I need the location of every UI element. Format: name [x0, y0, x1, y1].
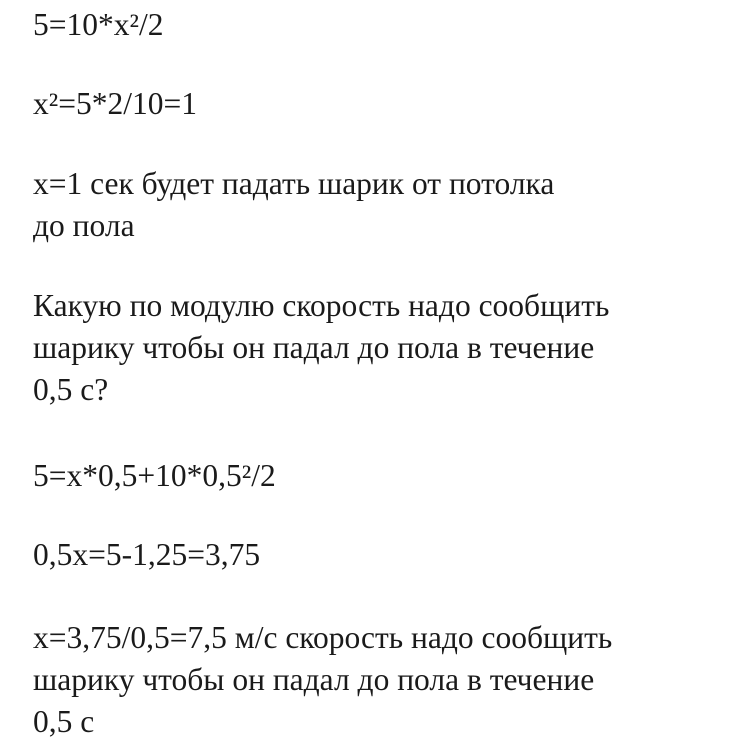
text-line: 0,5x=5-1,25=3,75: [33, 537, 261, 572]
text-line: x²=5*2/10=1: [33, 86, 197, 121]
text-line: 0,5 с?: [33, 372, 109, 407]
text-line: шарику чтобы он падал до пола в течение: [33, 662, 595, 697]
text-line: шарику чтобы он падал до пола в течение: [33, 330, 595, 365]
text-line: x=1 сек будет падать шарик от потолка: [33, 166, 555, 201]
equation-2: [33, 82, 197, 124]
equation-1: [33, 3, 163, 45]
paragraph-fall-time: [33, 162, 554, 246]
paragraph-answer: [33, 616, 612, 742]
text-line: 0,5 с: [33, 704, 95, 739]
text-line: Какую по модулю скорость надо сообщить: [33, 288, 610, 323]
paragraph-question: [33, 284, 609, 410]
equation-4: [33, 533, 260, 575]
text-line: 5=10*x²/2: [33, 7, 164, 42]
text-line: 5=x*0,5+10*0,5²/2: [33, 458, 276, 493]
equation-3: [33, 454, 276, 496]
text-line: до пола: [33, 208, 135, 243]
text-line: x=3,75/0,5=7,5 м/с скорость надо сообщить: [33, 620, 613, 655]
